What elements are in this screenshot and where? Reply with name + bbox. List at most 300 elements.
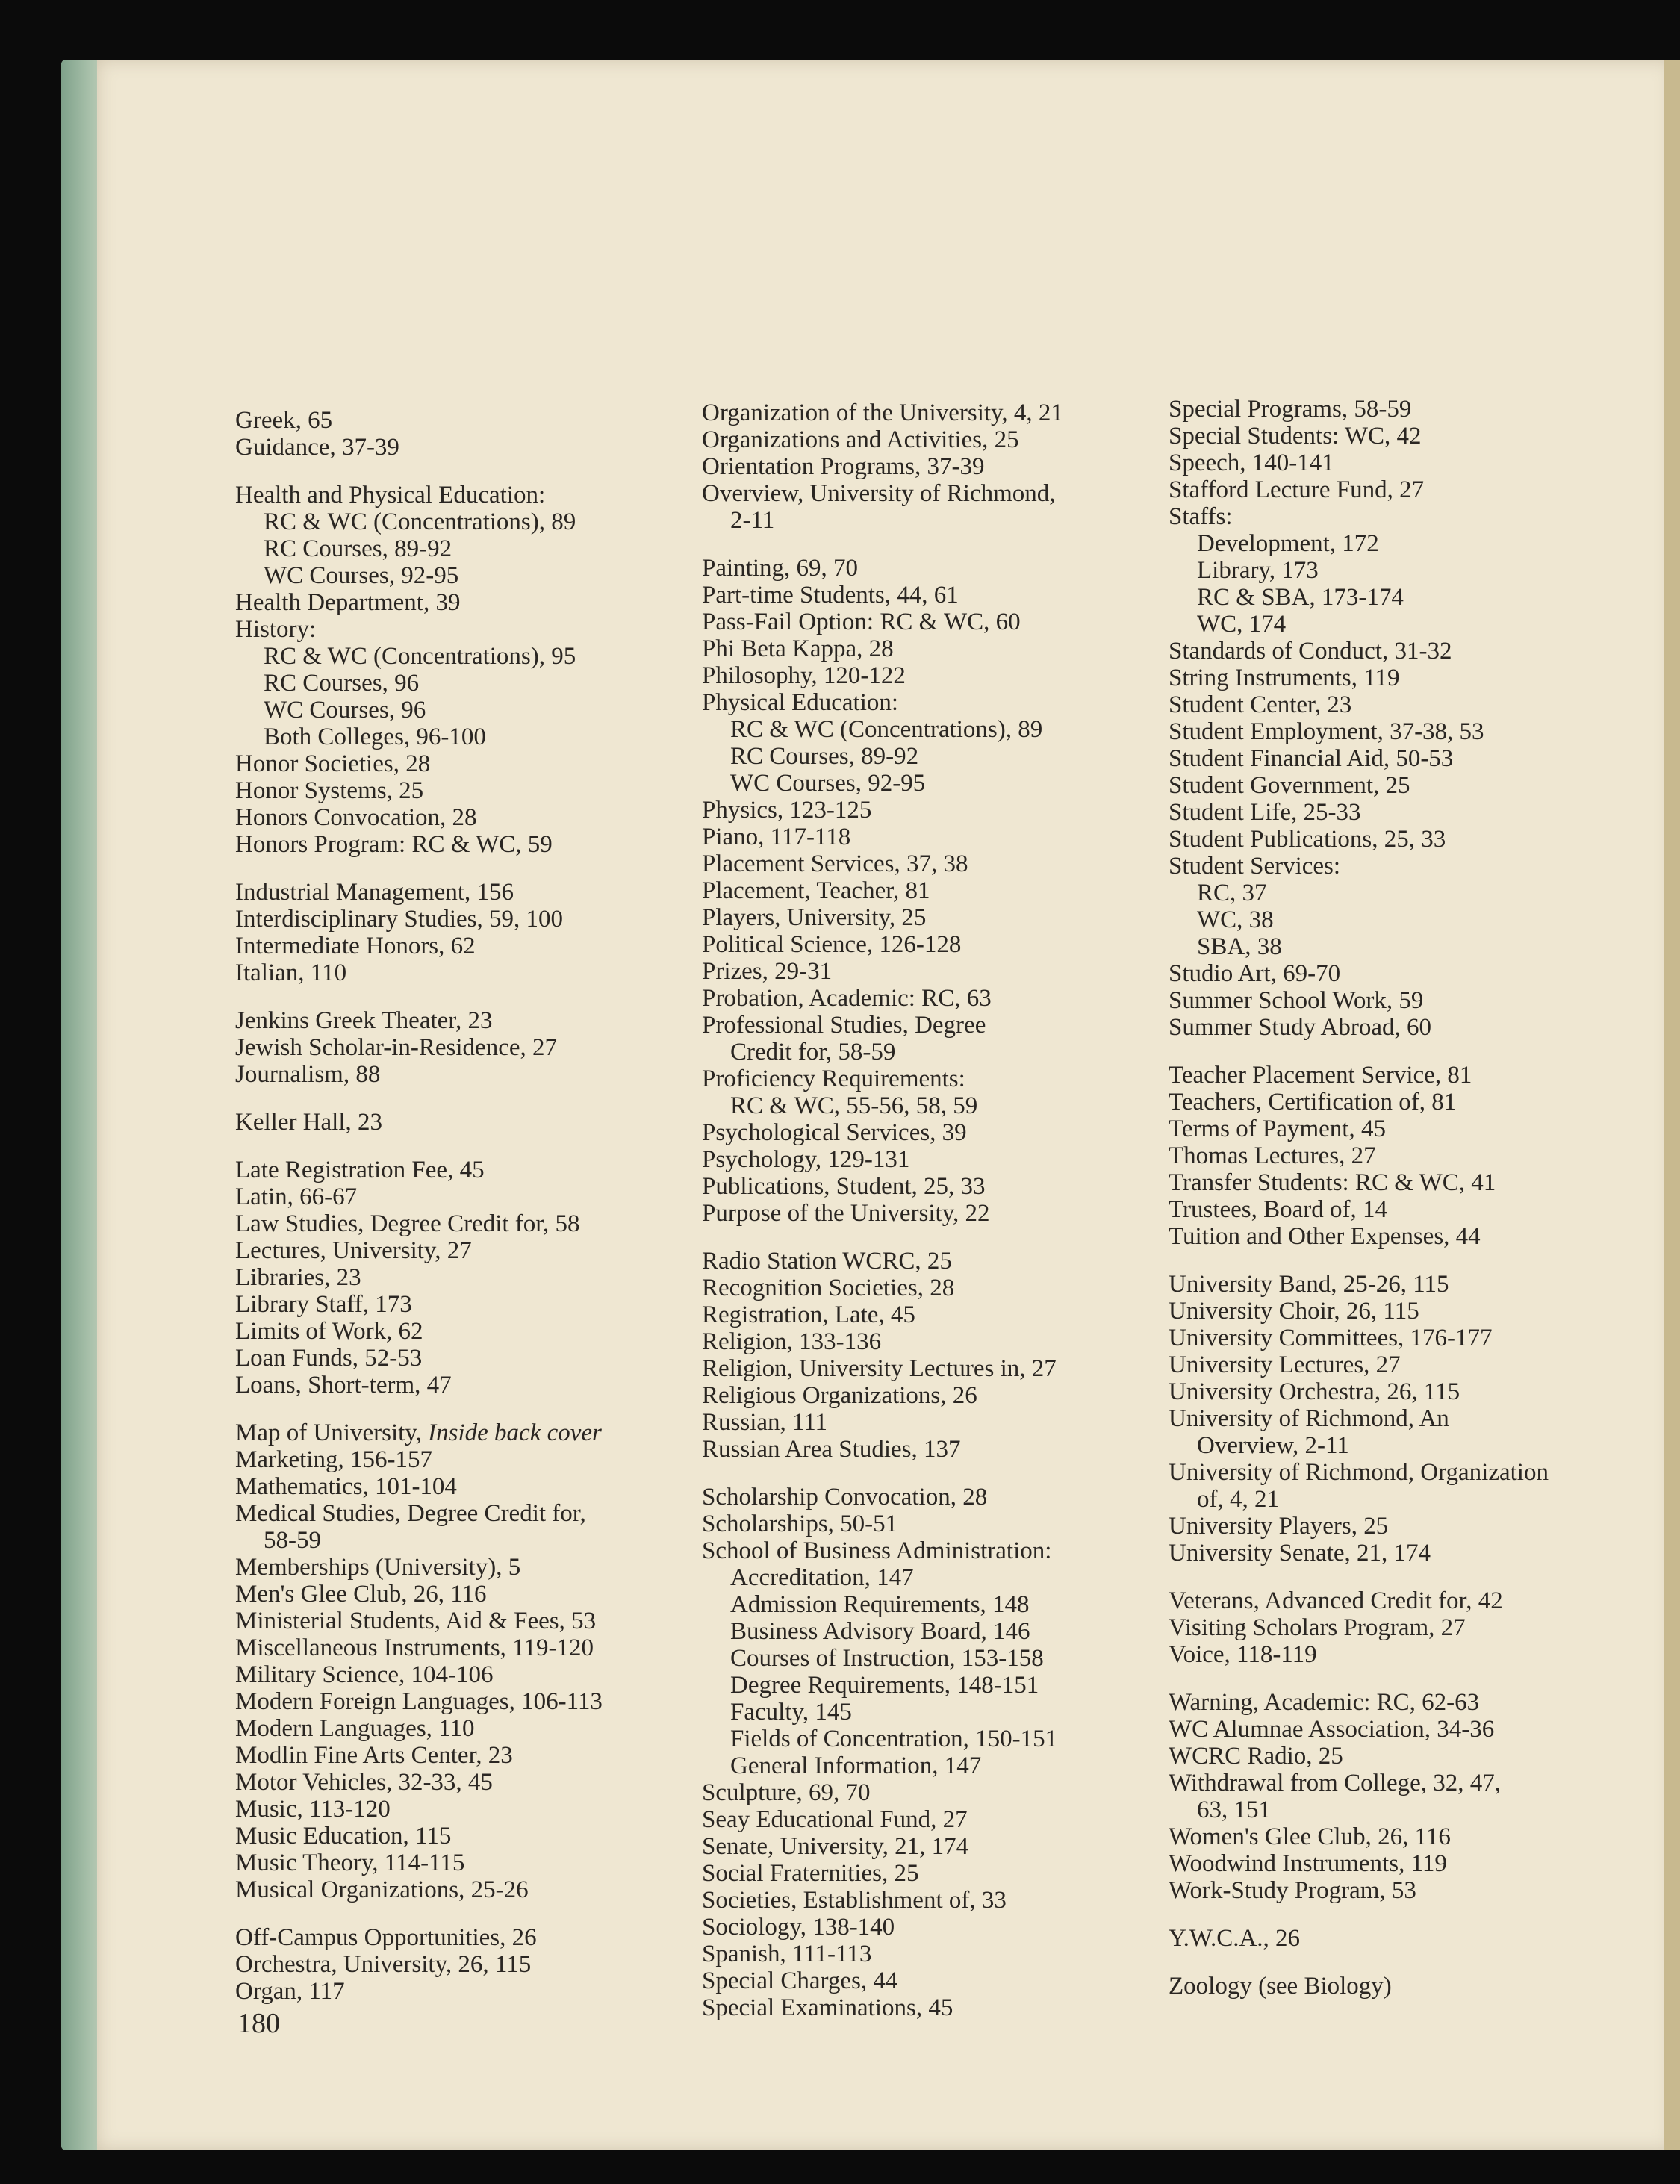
index-entry-text: Development, 172: [1197, 530, 1379, 557]
index-entry-text: of, 4, 21: [1197, 1486, 1279, 1513]
index-entry: [702, 1436, 1063, 1463]
index-subentry: [702, 770, 1063, 797]
index-entry-text: Interdisciplinary Studies, 59, 100: [235, 906, 564, 933]
index-entry-text: Staffs:: [1169, 503, 1233, 530]
index-entry: [235, 1419, 603, 1446]
index-entry-text: Latin, 66-67: [235, 1183, 358, 1210]
index-entry: [702, 1065, 1063, 1092]
index-entry: [235, 1661, 603, 1688]
index-entry-text: Veterans, Advanced Credit for, 42: [1169, 1587, 1503, 1614]
index-entry-text: Modern Foreign Languages, 106-113: [235, 1688, 603, 1715]
index-subentry: [702, 1726, 1063, 1752]
index-entry-text: Prizes, 29-31: [702, 958, 833, 985]
index-entry: [1169, 1223, 1549, 1250]
index-entry: [702, 1119, 1063, 1146]
index-entry-text: Library Staff, 173: [235, 1291, 412, 1318]
index-entry-text: Seay Educational Fund, 27: [702, 1806, 968, 1833]
index-entry: [1169, 1587, 1549, 1614]
index-entry: [702, 1537, 1063, 1564]
index-entry: [1169, 1716, 1549, 1743]
index-entry-text: Student Services:: [1169, 853, 1341, 880]
index-entry: [1169, 1196, 1549, 1223]
index-entry: [235, 1978, 603, 2005]
index-entry: [702, 689, 1063, 716]
index-entry-text: WC Courses, 92-95: [730, 770, 926, 797]
index-entry: [702, 1833, 1063, 1860]
index-entry: [1169, 745, 1549, 772]
index-entry: [235, 1951, 603, 1978]
index-entry-text: Honor Systems, 25: [235, 777, 424, 804]
index-entry-text: Sociology, 138-140: [702, 1914, 895, 1941]
index-entry-text: Teachers, Certification of, 81: [1169, 1089, 1457, 1116]
index-entry: [1169, 396, 1549, 423]
index-entry-text: Teacher Placement Service, 81: [1169, 1062, 1472, 1089]
index-subentry: [702, 1699, 1063, 1726]
index-entry-text: RC, 37: [1197, 880, 1267, 906]
index-entry-text: General Information, 147: [730, 1752, 982, 1779]
index-entry-text: Student Center, 23: [1169, 691, 1352, 718]
index-entry-text: Music Theory, 114-115: [235, 1849, 465, 1876]
index-subentry: [702, 1672, 1063, 1699]
index-entry: [235, 1318, 603, 1345]
index-entry: [1169, 1298, 1549, 1325]
index-entry-text: WC Courses, 92-95: [264, 562, 459, 589]
index-entry: [702, 1511, 1063, 1537]
index-subentry: [702, 743, 1063, 770]
index-entry: [702, 1887, 1063, 1914]
index-entry-text: Student Government, 25: [1169, 772, 1410, 799]
index-entry: [1169, 1770, 1549, 1796]
index-subentry: [1169, 530, 1549, 557]
index-entry: [1169, 1014, 1549, 1041]
index-entry: [1169, 1877, 1549, 1904]
index-entry: [235, 1796, 603, 1823]
index-entry-text: Business Advisory Board, 146: [730, 1618, 1030, 1645]
index-entry: [702, 1248, 1063, 1275]
index-entry: [235, 933, 603, 959]
index-entry-text: Spanish, 111-113: [702, 1941, 872, 1967]
index-entry-text: Off-Campus Opportunities, 26: [235, 1924, 537, 1951]
index-entry-text: University Choir, 26, 115: [1169, 1298, 1419, 1325]
index-entry-text: WC, 38: [1197, 906, 1274, 933]
index-subentry: [1169, 906, 1549, 933]
index-entry-text: Probation, Academic: RC, 63: [702, 985, 992, 1012]
index-entry: [235, 1061, 603, 1088]
index-entry-text: RC Courses, 89-92: [730, 743, 919, 770]
index-subentry: [1169, 557, 1549, 584]
index-entry-text: Sculpture, 69, 70: [702, 1779, 871, 1806]
index-entry-text: Memberships (University), 5: [235, 1554, 521, 1581]
index-subentry: [1169, 584, 1549, 611]
index-entry-text: Courses of Instruction, 153-158: [730, 1645, 1044, 1672]
index-entry-text: University Senate, 21, 174: [1169, 1540, 1431, 1567]
index-entry: [702, 662, 1063, 689]
index-entry-text: Special Charges, 44: [702, 1967, 898, 1994]
index-entry-text: Both Colleges, 96-100: [264, 724, 486, 750]
index-entry: [235, 1473, 603, 1500]
index-entry: [235, 1581, 603, 1608]
index-entry-text: Motor Vehicles, 32-33, 45: [235, 1769, 493, 1796]
index-entry-text: Withdrawal from College, 32, 47,: [1169, 1770, 1501, 1796]
index-entry-text: WC Courses, 96: [264, 697, 426, 724]
index-entry: [702, 1275, 1063, 1301]
index-entry: [1169, 1459, 1549, 1486]
index-entry-text: Credit for, 58-59: [730, 1039, 896, 1065]
index-subentry: [702, 1645, 1063, 1672]
index-entry: [235, 1237, 603, 1264]
index-entry-text: Philosophy, 120-122: [702, 662, 906, 689]
index-entry-text: RC & WC (Concentrations), 89: [730, 716, 1043, 743]
index-entry-text: Music, 113-120: [235, 1796, 391, 1823]
index-subentry: [702, 1591, 1063, 1618]
index-entry: [1169, 1378, 1549, 1405]
page-number: 180: [237, 2008, 280, 2039]
index-entry-continuation: [702, 507, 1063, 534]
index-entry-text: Medical Studies, Degree Credit for,: [235, 1500, 586, 1527]
index-entry-text: Russian, 111: [702, 1409, 828, 1436]
index-entry: [702, 609, 1063, 635]
index-entry: [1169, 987, 1549, 1014]
index-entry-continuation: [702, 1039, 1063, 1065]
index-entry: [1169, 476, 1549, 503]
index-entry: [235, 1109, 603, 1136]
index-entry: [1169, 1351, 1549, 1378]
index-entry-text: Ministerial Students, Aid & Fees, 53: [235, 1608, 597, 1634]
index-entry: [702, 453, 1063, 480]
index-entry-text: RC Courses, 89-92: [264, 535, 452, 562]
index-subentry: [235, 508, 603, 535]
index-column-3: [1169, 396, 1549, 2000]
index-entry-text: University Players, 25: [1169, 1513, 1389, 1540]
index-entry: [702, 1941, 1063, 1967]
index-entry: [702, 1355, 1063, 1382]
index-entry: [1169, 1169, 1549, 1196]
index-entry: [235, 750, 603, 777]
index-entry: [702, 1200, 1063, 1227]
index-entry: [702, 582, 1063, 609]
index-subentry: [702, 716, 1063, 743]
index-entry: [1169, 960, 1549, 987]
index-subentry: [702, 1564, 1063, 1591]
index-entry-text: RC & WC (Concentrations), 89: [264, 508, 576, 535]
index-entry-text: WCRC Radio, 25: [1169, 1743, 1343, 1770]
index-entry-text: Honors Convocation, 28: [235, 804, 477, 831]
index-entry-text: University of Richmond, Organization: [1169, 1459, 1549, 1486]
index-entry-text: Health and Physical Education:: [235, 482, 546, 508]
index-entry-text: Military Science, 104-106: [235, 1661, 494, 1688]
index-entry-text: Placement Services, 37, 38: [702, 850, 968, 877]
index-entry-text: RC & WC (Concentrations), 95: [264, 643, 576, 670]
index-entry-text: Transfer Students: RC & WC, 41: [1169, 1169, 1496, 1196]
index-entry: [702, 958, 1063, 985]
index-entry: [235, 777, 603, 804]
index-entry-continuation: [235, 1527, 603, 1554]
index-entry-text: Modlin Fine Arts Center, 23: [235, 1742, 513, 1769]
index-entry-text: Warning, Academic: RC, 62-63: [1169, 1689, 1480, 1716]
index-entry-text: Pass-Fail Option: RC & WC, 60: [702, 609, 1021, 635]
index-entry: [235, 1183, 603, 1210]
index-entry-text: Standards of Conduct, 31-32: [1169, 638, 1452, 665]
index-entry: [702, 877, 1063, 904]
index-entry-text: Degree Requirements, 148-151: [730, 1672, 1039, 1699]
index-entry: [702, 555, 1063, 582]
index-entry-text: Proficiency Requirements:: [702, 1065, 965, 1092]
index-entry: [702, 797, 1063, 824]
index-subentry: [1169, 933, 1549, 960]
index-entry: [235, 1769, 603, 1796]
index-entry-text: Physics, 123-125: [702, 797, 872, 824]
index-entry: [235, 1823, 603, 1849]
index-entry: [702, 1914, 1063, 1941]
index-entry-text: Honor Societies, 28: [235, 750, 431, 777]
index-entry: [235, 906, 603, 933]
index-column-1: [235, 407, 603, 2005]
index-entry: [702, 1173, 1063, 1200]
index-entry-text: String Instruments, 119: [1169, 665, 1400, 691]
index-subentry: [235, 562, 603, 589]
index-entry: [235, 804, 603, 831]
index-entry: [1169, 638, 1549, 665]
index-entry: [235, 1715, 603, 1742]
index-entry-text: Industrial Management, 156: [235, 879, 514, 906]
index-entry: [235, 1500, 603, 1527]
index-entry-text: Scholarships, 50-51: [702, 1511, 898, 1537]
index-entry-text: Recognition Societies, 28: [702, 1275, 955, 1301]
index-subentry: [235, 697, 603, 724]
index-entry: [702, 635, 1063, 662]
index-entry-text: Trustees, Board of, 14: [1169, 1196, 1388, 1223]
index-entry: [235, 1446, 603, 1473]
index-entry: [1169, 1513, 1549, 1540]
index-entry: [702, 480, 1063, 507]
index-entry-text: Registration, Late, 45: [702, 1301, 915, 1328]
index-entry-text: Special Examinations, 45: [702, 1994, 953, 2021]
index-entry: [702, 931, 1063, 958]
index-entry: [1169, 1850, 1549, 1877]
index-subentry: [702, 1752, 1063, 1779]
index-entry-text: Phi Beta Kappa, 28: [702, 635, 894, 662]
index-entry-text: RC & SBA, 173-174: [1197, 584, 1404, 611]
index-entry: [1169, 853, 1549, 880]
index-entry: [235, 959, 603, 986]
index-entry-text: Organization of the University, 4, 21: [702, 399, 1063, 426]
index-entry-text: Library, 173: [1197, 557, 1319, 584]
index-entry-text: University Orchestra, 26, 115: [1169, 1378, 1460, 1405]
index-entry-text: WC Alumnae Association, 34-36: [1169, 1716, 1495, 1743]
index-entry-text: Miscellaneous Instruments, 119-120: [235, 1634, 594, 1661]
index-entry-text: Special Students: WC, 42: [1169, 423, 1422, 449]
index-subentry: [235, 643, 603, 670]
index-entry-text: Italian, 110: [235, 959, 347, 986]
index-entry: [702, 904, 1063, 931]
index-entry: [235, 1634, 603, 1661]
index-entry-text: Work-Study Program, 53: [1169, 1877, 1416, 1904]
index-entry: [702, 1994, 1063, 2021]
index-entry: [235, 1034, 603, 1061]
index-entry-text: Limits of Work, 62: [235, 1318, 423, 1345]
index-entry: [702, 1484, 1063, 1511]
index-entry-text: Publications, Student, 25, 33: [702, 1173, 986, 1200]
index-entry: [702, 1328, 1063, 1355]
index-entry-text: Placement, Teacher, 81: [702, 877, 930, 904]
index-entry-text: Map of University,: [235, 1419, 429, 1446]
index-entry-text: Senate, University, 21, 174: [702, 1833, 969, 1860]
index-entry-text: Women's Glee Club, 26, 116: [1169, 1823, 1451, 1850]
index-entry: [1169, 1614, 1549, 1641]
index-entry-text: Student Employment, 37-38, 53: [1169, 718, 1484, 745]
index-entry-text: Societies, Establishment of, 33: [702, 1887, 1007, 1914]
index-entry: [235, 482, 603, 508]
index-entry: [1169, 1925, 1549, 1952]
index-entry: [702, 1012, 1063, 1039]
index-entry-text: Religion, 133-136: [702, 1328, 882, 1355]
index-entry: [702, 1860, 1063, 1887]
index-entry: [1169, 691, 1549, 718]
index-entry-text: Student Financial Aid, 50-53: [1169, 745, 1454, 772]
index-entry: [1169, 1142, 1549, 1169]
index-entry-text: Late Registration Fee, 45: [235, 1157, 485, 1183]
index-entry: [235, 1554, 603, 1581]
index-entry-italic: Inside back cover: [428, 1419, 602, 1446]
index-entry-text: RC Courses, 96: [264, 670, 420, 697]
index-entry: [1169, 1089, 1549, 1116]
index-entry-text: Health Department, 39: [235, 589, 461, 616]
index-entry-text: Faculty, 145: [730, 1699, 852, 1726]
index-entry-text: Men's Glee Club, 26, 116: [235, 1581, 487, 1608]
index-entry-text: Y.W.C.A., 26: [1169, 1925, 1301, 1952]
index-entry-text: Journalism, 88: [235, 1061, 381, 1088]
index-entry-text: History:: [235, 616, 317, 643]
index-entry: [235, 589, 603, 616]
index-entry-text: Psychological Services, 39: [702, 1119, 967, 1146]
index-entry-text: University of Richmond, An: [1169, 1405, 1449, 1432]
index-entry-text: Jenkins Greek Theater, 23: [235, 1007, 493, 1034]
index-entry-text: 2-11: [730, 507, 775, 534]
index-entry-text: Organizations and Activities, 25: [702, 426, 1019, 453]
index-entry-text: School of Business Administration:: [702, 1537, 1052, 1564]
index-entry-text: Keller Hall, 23: [235, 1109, 383, 1136]
index-entry: [235, 831, 603, 858]
index-entry: [1169, 1641, 1549, 1668]
index-entry-text: Religion, University Lectures in, 27: [702, 1355, 1057, 1382]
index-entry: [1169, 1689, 1549, 1716]
index-entry: [235, 1688, 603, 1715]
index-subentry: [1169, 880, 1549, 906]
index-entry: [1169, 1743, 1549, 1770]
index-entry-text: Terms of Payment, 45: [1169, 1116, 1386, 1142]
index-entry-text: Musical Organizations, 25-26: [235, 1876, 529, 1903]
index-entry: [235, 1372, 603, 1399]
index-entry: [702, 1382, 1063, 1409]
index-entry-text: Orientation Programs, 37-39: [702, 453, 985, 480]
index-entry-text: Voice, 118-119: [1169, 1641, 1317, 1668]
index-entry: [1169, 1973, 1549, 2000]
index-entry: [235, 1742, 603, 1769]
index-entry: [1169, 1116, 1549, 1142]
index-entry-text: Piano, 117-118: [702, 824, 851, 850]
index-entry: [702, 1967, 1063, 1994]
index-entry: [702, 1409, 1063, 1436]
index-entry: [702, 426, 1063, 453]
index-entry: [1169, 1405, 1549, 1432]
index-entry-continuation: [1169, 1486, 1549, 1513]
index-entry-text: University Band, 25-26, 115: [1169, 1271, 1449, 1298]
index-entry-text: Intermediate Honors, 62: [235, 933, 476, 959]
index-subentry: [235, 535, 603, 562]
index-entry: [1169, 503, 1549, 530]
index-entry-text: Political Science, 126-128: [702, 931, 962, 958]
index-entry-text: Law Studies, Degree Credit for, 58: [235, 1210, 580, 1237]
index-entry-text: Music Education, 115: [235, 1823, 452, 1849]
index-entry: [1169, 1540, 1549, 1567]
index-entry: [1169, 1325, 1549, 1351]
index-column-2: [702, 399, 1063, 2021]
index-entry-text: Tuition and Other Expenses, 44: [1169, 1223, 1481, 1250]
index-entry-text: Accreditation, 147: [730, 1564, 914, 1591]
index-entry: [702, 1146, 1063, 1173]
index-entry: [1169, 1823, 1549, 1850]
index-entry-text: Libraries, 23: [235, 1264, 361, 1291]
index-subentry: [702, 1618, 1063, 1645]
index-entry: [235, 1345, 603, 1372]
index-entry: [235, 879, 603, 906]
index-entry: [235, 1210, 603, 1237]
index-entry-text: Purpose of the University, 22: [702, 1200, 990, 1227]
index-entry-text: Marketing, 156-157: [235, 1446, 432, 1473]
index-entry: [235, 407, 603, 434]
index-entry-text: Modern Languages, 110: [235, 1715, 475, 1742]
index-entry-text: Professional Studies, Degree: [702, 1012, 986, 1039]
index-entry: [235, 1007, 603, 1034]
index-entry-text: Religious Organizations, 26: [702, 1382, 977, 1409]
index-entry-text: Radio Station WCRC, 25: [702, 1248, 952, 1275]
index-entry-text: Physical Education:: [702, 689, 899, 716]
index-entry-text: Mathematics, 101-104: [235, 1473, 457, 1500]
index-entry-text: Speech, 140-141: [1169, 449, 1334, 476]
index-entry-text: Honors Program: RC & WC, 59: [235, 831, 553, 858]
index-entry: [235, 1264, 603, 1291]
index-entry-text: Overview, University of Richmond,: [702, 480, 1056, 507]
index-entry-text: Jewish Scholar-in-Residence, 27: [235, 1034, 557, 1061]
index-entry-text: Loan Funds, 52-53: [235, 1345, 423, 1372]
index-subentry: [235, 724, 603, 750]
index-entry-text: Admission Requirements, 148: [730, 1591, 1030, 1618]
index-entry-text: 58-59: [264, 1527, 321, 1554]
index-subentry: [1169, 611, 1549, 638]
index-entry-text: Scholarship Convocation, 28: [702, 1484, 988, 1511]
index-entry-continuation: [1169, 1432, 1549, 1459]
index-entry: [235, 1157, 603, 1183]
index-entry: [235, 1291, 603, 1318]
index-entry-text: Painting, 69, 70: [702, 555, 859, 582]
index-entry: [1169, 423, 1549, 449]
index-entry: [235, 1876, 603, 1903]
index-subentry: [702, 1092, 1063, 1119]
index-entry-text: University Lectures, 27: [1169, 1351, 1401, 1378]
index-entry-text: Part-time Students, 44, 61: [702, 582, 959, 609]
index-entry-text: Guidance, 37-39: [235, 434, 399, 461]
index-entry-text: Overview, 2-11: [1197, 1432, 1349, 1459]
index-entry-text: Social Fraternities, 25: [702, 1860, 919, 1887]
index-entry: [1169, 772, 1549, 799]
index-entry: [702, 1301, 1063, 1328]
index-entry: [235, 616, 603, 643]
index-entry: [235, 434, 603, 461]
index-entry-text: Student Publications, 25, 33: [1169, 826, 1446, 853]
index-entry-continuation: [1169, 1796, 1549, 1823]
index-entry: [235, 1849, 603, 1876]
index-entry-text: Studio Art, 69-70: [1169, 960, 1341, 987]
